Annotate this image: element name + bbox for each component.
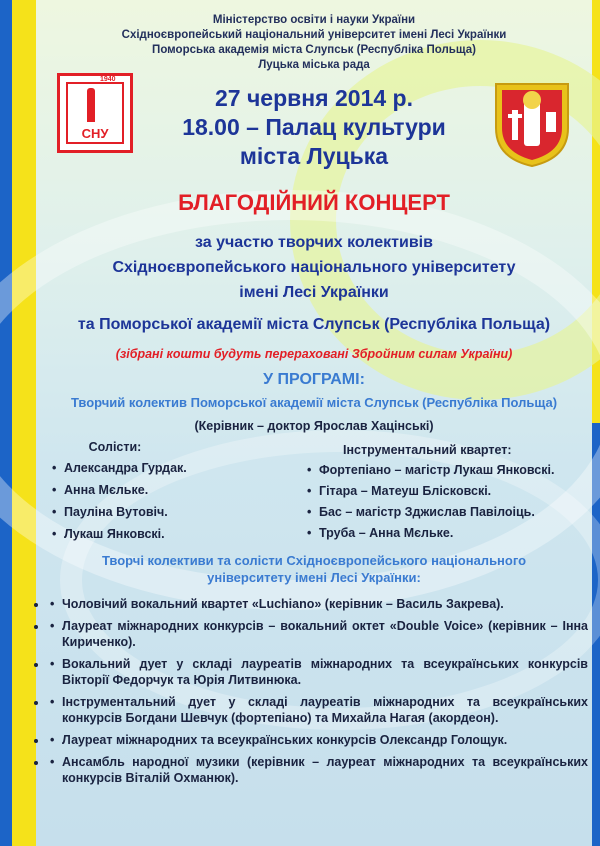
event-city: міста Луцька xyxy=(239,143,389,169)
ukr-groups-list xyxy=(48,596,588,792)
ukr-heading-line: університету імені Лесі Українки: xyxy=(207,570,421,585)
list-item: • • Лауреат міжнародних конкурсів – вокальний октет «Double Voice» (керівник – Інна Кириченко). xyxy=(48,618,588,650)
list-item: • Гітара – Матеуш Бліскoвскі. xyxy=(305,481,595,502)
logo-text: СНУ xyxy=(81,126,109,141)
list-item: • Лукаш Янковскі. xyxy=(50,523,300,545)
lead-line: Східноєвропейського національного університету xyxy=(112,259,516,276)
organizers xyxy=(40,13,588,73)
list-item: • • Ансамбль народної музики (керівник – лауреат міжнародних та всеукраїнських конкурсів Віталій Охманюк). xyxy=(48,754,588,786)
soloists-heading: Солісти: xyxy=(88,440,142,454)
list-item: • Пауліна Вутовіч. xyxy=(50,501,300,523)
soloists-list xyxy=(50,457,300,545)
list-item: • Бас – магістр Зджислав Павілоіць. xyxy=(305,502,595,523)
organizer-line: Поморська академія міста Слупськ (Республіка Польща) xyxy=(152,44,476,56)
list-item: • Фортепіано – магістр Лукаш Янковскі. xyxy=(305,460,595,481)
lead-line: та Поморської академії міста Слупськ (Республіка Польща) xyxy=(77,316,551,333)
ukr-groups-heading xyxy=(40,552,588,586)
donation-note: (зібрані кошти будуть перераховані Збройним силам України) xyxy=(115,347,513,361)
group-director: (Керівник – доктор Ярослав Хацінські) xyxy=(194,419,434,433)
list-item: • • Лауреат міжнародних та всеукраїнських конкурсів Олександр Голощук. xyxy=(48,732,588,748)
list-item: • Александра Гурдак. xyxy=(50,457,300,479)
event-title: БЛАГОДІЙНИЙ КОНЦЕРТ xyxy=(178,190,450,215)
ukr-heading-line: Творчі колективи та солісти Східноєвропейського національного xyxy=(101,553,527,568)
logo-year: 1940 xyxy=(100,76,116,83)
list-item: • • Інструментальний дует у складі лауреатів міжнародних та всеукраїнських конкурсів Богдани Шевчук (фортепіано) та Михайла Нагая (акордеон). xyxy=(48,694,588,726)
list-item: • • Чоловічий вокальний квартет «Luchiano» (керівник – Василь Закрева). xyxy=(48,596,588,612)
quartet-section xyxy=(305,443,595,544)
soloists-section xyxy=(50,440,300,545)
quartet-heading: Інструментальний квартет: xyxy=(343,443,512,457)
program-heading: У ПРОГРАМІ: xyxy=(263,371,365,388)
organizer-line: Луцька міська рада xyxy=(258,59,370,71)
organizer-line: Східноєвропейський національний університет імені Лесі Українки xyxy=(121,29,507,41)
list-item: • • Вокальний дует у складі лауреатів міжнародних та всеукраїнських конкурсів Вікторії Федорчук та Юрія Литвинюка. xyxy=(48,656,588,688)
lead-line: імені Лесі Українки xyxy=(239,284,389,301)
list-item: • Труба – Анна Мєльке. xyxy=(305,523,595,544)
event-date: 27 червня 2014 р. xyxy=(214,85,413,111)
quartet-list xyxy=(305,460,595,544)
event-time-place: 18.00 – Палац культури xyxy=(182,114,446,140)
polish-group-title: Творчий колектив Поморської академії міста Слупськ (Республіка Польща) xyxy=(70,395,558,410)
organizer-line: Міністерство освіти і науки України xyxy=(212,14,416,26)
list-item: • Анна Мєльке. xyxy=(50,479,300,501)
lead-line: за участю творчих колективів xyxy=(195,234,433,251)
